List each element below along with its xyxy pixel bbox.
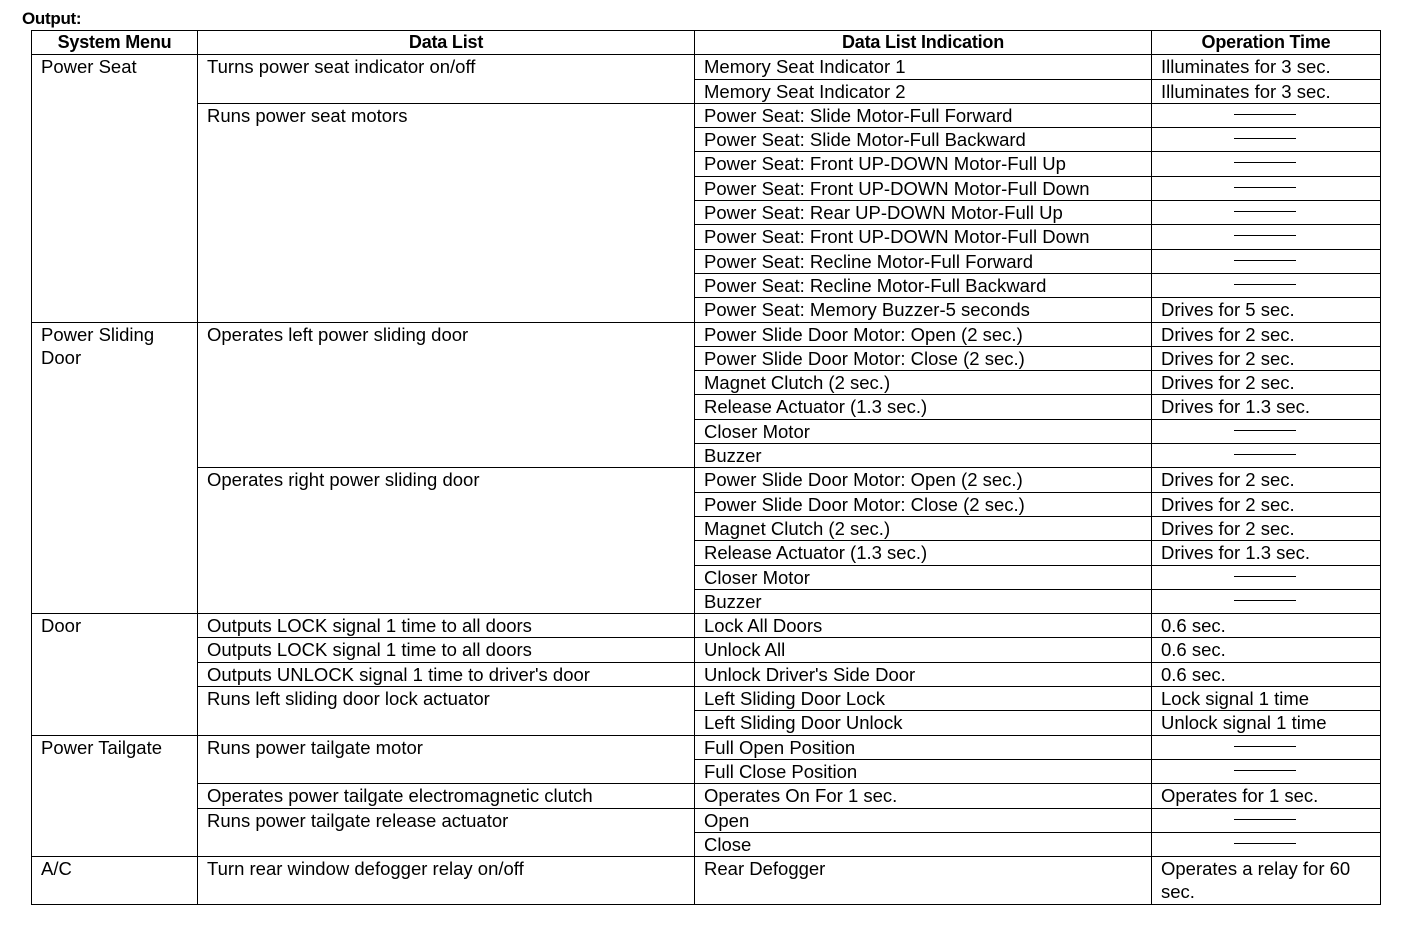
data-list-cell: Operates power tailgate electromagnetic clutch (198, 784, 695, 808)
indication-cell: Closer Motor (695, 419, 1152, 443)
data-list-cell: Turns power seat indicator on/off (198, 55, 695, 104)
dash-mark (1234, 600, 1296, 601)
operation-time-cell: Drives for 5 sec. (1152, 298, 1381, 322)
dash-mark (1234, 162, 1296, 163)
indication-cell: Open (695, 808, 1152, 832)
operation-time-cell: Drives for 2 sec. (1152, 468, 1381, 492)
dash-mark (1234, 187, 1296, 188)
table-row (32, 322, 1381, 346)
dash-mark (1234, 819, 1296, 820)
table-caption: Output: (22, 9, 82, 28)
indication-cell: Power Seat: Memory Buzzer-5 seconds (695, 298, 1152, 322)
data-list-cell: Runs power tailgate release actuator (198, 808, 695, 857)
operation-time-cell: Drives for 2 sec. (1152, 346, 1381, 370)
operation-time-cell: Drives for 2 sec. (1152, 322, 1381, 346)
operation-time-cell (1152, 419, 1381, 443)
data-list-cell: Turn rear window defogger relay on/off (198, 857, 695, 905)
indication-cell: Power Slide Door Motor: Open (2 sec.) (695, 322, 1152, 346)
operation-time-cell (1152, 201, 1381, 225)
operation-time-cell: Illuminates for 3 sec. (1152, 55, 1381, 79)
operation-time-cell: 0.6 sec. (1152, 638, 1381, 662)
indication-cell: Unlock Driver's Side Door (695, 662, 1152, 686)
operation-time-cell (1152, 832, 1381, 856)
system-menu-cell: Power Tailgate (32, 735, 198, 856)
dash-mark (1234, 114, 1296, 115)
dash-mark (1234, 843, 1296, 844)
operation-time-cell: Illuminates for 3 sec. (1152, 79, 1381, 103)
data-list-cell: Operates right power sliding door (198, 468, 695, 614)
output-table (31, 30, 1381, 905)
data-list-cell: Outputs UNLOCK signal 1 time to driver's door (198, 662, 695, 686)
operation-time-cell: 0.6 sec. (1152, 662, 1381, 686)
indication-cell: Unlock All (695, 638, 1152, 662)
operation-time-cell (1152, 808, 1381, 832)
dash-mark (1234, 576, 1296, 577)
header-row (32, 31, 1381, 55)
indication-cell: Memory Seat Indicator 1 (695, 55, 1152, 79)
data-list-cell: Outputs LOCK signal 1 time to all doors (198, 638, 695, 662)
data-list-cell: Outputs LOCK signal 1 time to all doors (198, 614, 695, 638)
indication-cell: Power Seat: Front UP-DOWN Motor-Full Down (695, 225, 1152, 249)
operation-time-cell: Drives for 1.3 sec. (1152, 541, 1381, 565)
dash-mark (1234, 430, 1296, 431)
system-menu-cell: A/C (32, 857, 198, 905)
table-row (32, 638, 1381, 662)
operation-time-cell (1152, 444, 1381, 468)
indication-cell: Lock All Doors (695, 614, 1152, 638)
table-row (32, 857, 1381, 905)
operation-time-cell (1152, 273, 1381, 297)
table-row (32, 103, 1381, 127)
dash-mark (1234, 211, 1296, 212)
table-row (32, 687, 1381, 711)
operation-time-cell (1152, 103, 1381, 127)
header-data-list: Data List (198, 31, 695, 55)
indication-cell: Buzzer (695, 444, 1152, 468)
operation-time-cell (1152, 128, 1381, 152)
indication-cell: Magnet Clutch (2 sec.) (695, 371, 1152, 395)
dash-mark (1234, 138, 1296, 139)
operation-time-cell (1152, 249, 1381, 273)
header-operation-time: Operation Time (1152, 31, 1381, 55)
system-menu-cell: Power Sliding Door (32, 322, 198, 614)
operation-time-cell: 0.6 sec. (1152, 614, 1381, 638)
indication-cell: Power Seat: Slide Motor-Full Forward (695, 103, 1152, 127)
indication-cell: Power Slide Door Motor: Close (2 sec.) (695, 492, 1152, 516)
table-row (32, 55, 1381, 79)
dash-mark (1234, 746, 1296, 747)
operation-time-cell: Operates a relay for 60 sec. (1152, 857, 1381, 905)
indication-cell: Power Seat: Rear UP-DOWN Motor-Full Up (695, 201, 1152, 225)
indication-cell: Full Open Position (695, 735, 1152, 759)
dash-mark (1234, 454, 1296, 455)
dash-mark (1234, 260, 1296, 261)
indication-cell: Close (695, 832, 1152, 856)
indication-cell: Left Sliding Door Lock (695, 687, 1152, 711)
table-row (32, 808, 1381, 832)
indication-cell: Power Seat: Front UP-DOWN Motor-Full Up (695, 152, 1152, 176)
operation-time-cell: Drives for 2 sec. (1152, 492, 1381, 516)
indication-cell: Power Seat: Recline Motor-Full Backward (695, 273, 1152, 297)
indication-cell: Memory Seat Indicator 2 (695, 79, 1152, 103)
indication-cell: Release Actuator (1.3 sec.) (695, 395, 1152, 419)
data-list-cell: Runs power tailgate motor (198, 735, 695, 784)
table-row (32, 614, 1381, 638)
data-list-cell: Runs power seat motors (198, 103, 695, 322)
operation-time-cell (1152, 565, 1381, 589)
indication-cell: Closer Motor (695, 565, 1152, 589)
system-menu-cell: Door (32, 614, 198, 735)
table-row (32, 735, 1381, 759)
indication-cell: Power Seat: Recline Motor-Full Forward (695, 249, 1152, 273)
indication-cell: Power Slide Door Motor: Open (2 sec.) (695, 468, 1152, 492)
indication-cell: Operates On For 1 sec. (695, 784, 1152, 808)
indication-cell: Power Slide Door Motor: Close (2 sec.) (695, 346, 1152, 370)
operation-time-cell: Drives for 2 sec. (1152, 371, 1381, 395)
dash-mark (1234, 284, 1296, 285)
operation-time-cell (1152, 735, 1381, 759)
indication-cell: Full Close Position (695, 759, 1152, 783)
indication-cell: Buzzer (695, 589, 1152, 613)
data-list-cell: Runs left sliding door lock actuator (198, 687, 695, 736)
operation-time-cell: Drives for 2 sec. (1152, 516, 1381, 540)
dash-mark (1234, 235, 1296, 236)
indication-cell: Magnet Clutch (2 sec.) (695, 516, 1152, 540)
dash-mark (1234, 770, 1296, 771)
table-row (32, 662, 1381, 686)
table-row (32, 468, 1381, 492)
indication-cell: Power Seat: Slide Motor-Full Backward (695, 128, 1152, 152)
operation-time-cell: Drives for 1.3 sec. (1152, 395, 1381, 419)
operation-time-cell (1152, 176, 1381, 200)
indication-cell: Rear Defogger (695, 857, 1152, 905)
operation-time-cell: Operates for 1 sec. (1152, 784, 1381, 808)
system-menu-cell: Power Seat (32, 55, 198, 322)
header-system-menu: System Menu (32, 31, 198, 55)
operation-time-cell: Unlock signal 1 time (1152, 711, 1381, 735)
indication-cell: Release Actuator (1.3 sec.) (695, 541, 1152, 565)
operation-time-cell: Lock signal 1 time (1152, 687, 1381, 711)
indication-cell: Power Seat: Front UP-DOWN Motor-Full Down (695, 176, 1152, 200)
operation-time-cell (1152, 152, 1381, 176)
operation-time-cell (1152, 759, 1381, 783)
table-row (32, 784, 1381, 808)
data-list-cell: Operates left power sliding door (198, 322, 695, 468)
operation-time-cell (1152, 225, 1381, 249)
indication-cell: Left Sliding Door Unlock (695, 711, 1152, 735)
header-data-list-indication: Data List Indication (695, 31, 1152, 55)
operation-time-cell (1152, 589, 1381, 613)
